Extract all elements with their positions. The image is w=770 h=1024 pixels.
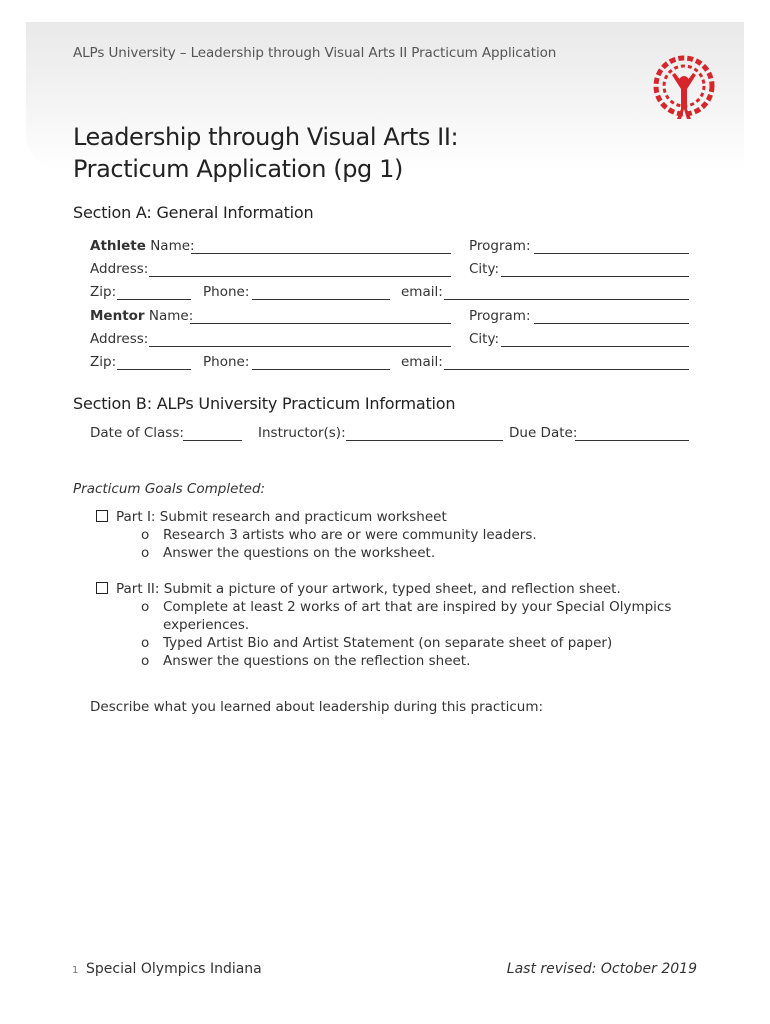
part-1-bullet [141, 545, 435, 561]
footer-revised-date: Last revised: October 2019 [506, 961, 697, 977]
mentor-name-field[interactable] [190, 323, 451, 324]
bullet-text: Answer the questions on the reflection sheet. [163, 653, 471, 669]
part-2-bullet-continuation: experiences. [163, 617, 250, 633]
bullet-marker: o [141, 527, 150, 543]
bullet-text: Typed Artist Bio and Artist Statement (on separate sheet of paper) [163, 635, 613, 651]
mentor-city-field[interactable] [501, 346, 689, 347]
bullet-marker: o [141, 635, 150, 651]
mentor-program-label: Program: [469, 308, 531, 324]
part-1-bullet [141, 527, 537, 543]
title-line-1: Leadership through Visual Arts II: [73, 123, 459, 151]
part-1-label: Part I: Submit research and practicum worksheet [116, 509, 447, 525]
date-of-class-label: Date of Class: [90, 425, 184, 441]
bullet-text: Complete at least 2 works of art that are inspired by your Special Olympics [163, 599, 672, 615]
athlete-address-label: Address: [90, 261, 149, 277]
mentor-name-text: Name: [144, 308, 194, 324]
mentor-email-field[interactable] [444, 369, 689, 370]
athlete-city-label: City: [469, 261, 500, 277]
part-2-label: Part II: Submit a picture of your artwork, typed sheet, and reflection sheet. [116, 581, 621, 597]
part-2-item [96, 581, 621, 597]
mentor-zip-field[interactable] [117, 369, 191, 370]
athlete-name-text: Name: [145, 238, 195, 254]
header-text: ALPs University – Leadership through Visual Arts II Practicum Application [73, 45, 557, 61]
bullet-marker: o [141, 545, 150, 561]
part-2-checkbox[interactable] [96, 582, 108, 594]
part-1-checkbox[interactable] [96, 510, 108, 522]
due-date-label: Due Date: [509, 425, 578, 441]
section-a-heading: Section A: General Information [73, 203, 314, 222]
bullet-text: Answer the questions on the worksheet. [163, 545, 436, 561]
due-date-field[interactable] [575, 440, 689, 441]
instructor-label: Instructor(s): [258, 425, 346, 441]
athlete-zip-field[interactable] [117, 299, 191, 300]
athlete-city-field[interactable] [501, 276, 689, 277]
part-1-item [96, 509, 447, 525]
mentor-city-label: City: [469, 331, 500, 347]
part-2-bullet [141, 599, 671, 615]
page-title [73, 121, 458, 185]
part-2-bullet [141, 653, 470, 669]
mentor-address-field[interactable] [149, 346, 451, 347]
title-line-2: Practicum Application (pg 1) [73, 155, 403, 183]
athlete-address-field[interactable] [149, 276, 451, 277]
instructor-field[interactable] [346, 440, 503, 441]
athlete-phone-field[interactable] [252, 299, 390, 300]
section-b-heading: Section B: ALPs University Practicum Information [73, 394, 456, 413]
part-2-bullet [141, 635, 612, 651]
practicum-goals-title: Practicum Goals Completed: [73, 481, 266, 497]
athlete-email-label: email: [401, 284, 443, 300]
mentor-phone-field[interactable] [252, 369, 390, 370]
athlete-phone-label: Phone: [203, 284, 250, 300]
athlete-role-label: Athlete [90, 238, 146, 254]
describe-prompt: Describe what you learned about leadership during this practicum: [90, 699, 544, 715]
special-olympics-logo-icon [650, 53, 718, 125]
athlete-email-field[interactable] [444, 299, 689, 300]
bullet-marker: o [141, 599, 150, 615]
athlete-zip-label: Zip: [90, 284, 117, 300]
mentor-zip-label: Zip: [90, 354, 117, 370]
mentor-address-label: Address: [90, 331, 149, 347]
mentor-phone-label: Phone: [203, 354, 250, 370]
bullet-text: Research 3 artists who are or were community leaders. [163, 527, 537, 543]
athlete-program-label: Program: [469, 238, 531, 254]
athlete-name-field[interactable] [191, 253, 451, 254]
mentor-role-label: Mentor [90, 308, 145, 324]
mentor-email-label: email: [401, 354, 443, 370]
athlete-name-label [90, 238, 195, 254]
athlete-program-field[interactable] [534, 253, 689, 254]
mentor-program-field[interactable] [534, 323, 689, 324]
date-of-class-field[interactable] [183, 440, 242, 441]
footer-organization: Special Olympics Indiana [86, 961, 262, 977]
mentor-name-label [90, 308, 193, 324]
page-number: 1 [72, 965, 79, 976]
bullet-marker: o [141, 653, 150, 669]
